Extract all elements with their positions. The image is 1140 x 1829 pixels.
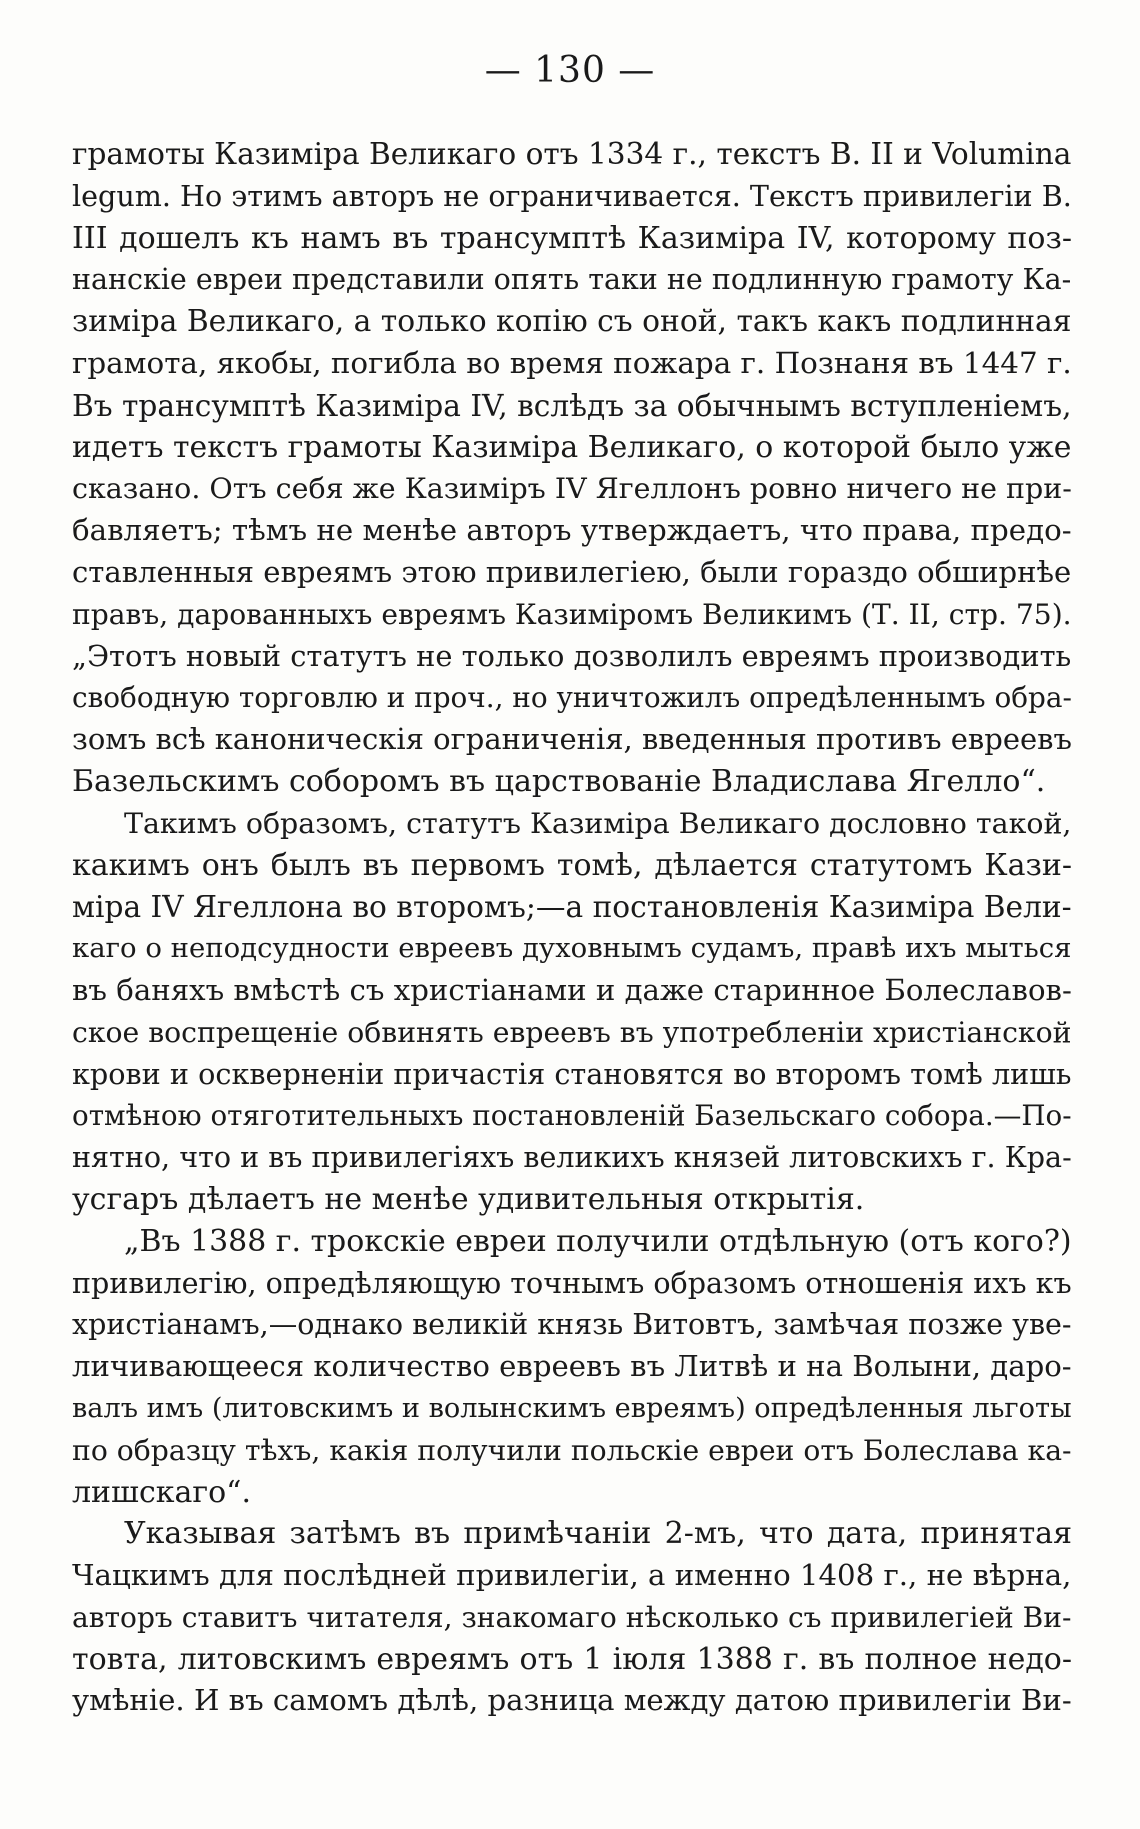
text-line: свободную торговлю и проч., но уничтожилъ опредѣленнымъ обра- xyxy=(72,681,1072,715)
text-line: Базельскимъ соборомъ въ царствованіе Владислава Ягелло“. xyxy=(72,763,1046,799)
text-line: нанскіе евреи представили опять таки не подлинную грамоту Ка- xyxy=(72,263,1072,297)
page-number: — 130 — xyxy=(484,50,656,91)
text-line: ское воспрещеніе обвинять евреевъ въ употребленіи христіанской xyxy=(72,1015,1072,1049)
text-line: личивающееся количество евреевъ въ Литвѣ и на Волыни, даро- xyxy=(72,1349,1072,1384)
text-line: авторъ ставитъ читателя, знакомаго нѣсколько съ привилегіей Ви- xyxy=(72,1600,1072,1634)
text-line: каго о неподсудности евреевъ духовнымъ судамъ, правѣ ихъ мыться xyxy=(72,932,1072,965)
text-line: Въ трансумптѣ Казиміра IV, вслѣдъ за обычнымъ вступленіемъ, xyxy=(72,387,1072,423)
text-line: Такимъ образомъ, статутъ Казиміра Великаго дословно такой, xyxy=(124,806,1072,840)
text-line: „Въ 1388 г. трокскіе евреи получили отдѣльную (отъ кого?) xyxy=(124,1223,1072,1259)
text-line: лишскаго“. xyxy=(72,1474,252,1510)
text-line: идетъ текстъ грамоты Казиміра Великаго, о которой было уже xyxy=(72,429,1072,465)
text-line: привилегію, опредѣляющую точнымъ образомъ отношенія ихъ къ xyxy=(72,1265,1072,1300)
text-line: грамота, якобы, погибла во время пожара г. Познаня въ 1447 г. xyxy=(72,345,1072,380)
text-line: III дошелъ къ намъ въ трансумптѣ Казиміра IV, которому поз- xyxy=(72,220,1072,256)
text-line: legum. Но этимъ авторъ не ограничивается. Текстъ привилегіи В. xyxy=(72,178,1072,213)
body-text xyxy=(72,134,1072,1722)
text-line: ставленныя евреямъ этою привилегіею, были гораздо обширнѣе xyxy=(72,554,1072,589)
text-line: въ баняхъ вмѣстѣ съ христіанами и даже старинное Болеславов- xyxy=(72,972,1072,1007)
text-line: бавляетъ; тѣмъ не менѣе авторъ утверждаетъ, что права, предо- xyxy=(72,513,1072,548)
text-line: крови и оскверненіи причастія становятся во второмъ томѣ лишь xyxy=(72,1056,1072,1091)
text-line: нятно, что и въ привилегіяхъ великихъ князей литовскихъ г. Кра- xyxy=(72,1140,1072,1175)
text-line: отмѣною отяготительныхъ постановленій Базельскаго собора.—По- xyxy=(72,1099,1072,1133)
text-line: Указывая затѣмъ въ примѣчаніи 2-мъ, что дата, принятая xyxy=(124,1516,1072,1552)
text-line: сказано. Отъ себя же Казиміръ IV Ягеллонъ ровно ничего не при- xyxy=(72,472,1072,506)
text-line: міра IV Ягеллона во второмъ;—а постановленія Казиміра Вели- xyxy=(72,889,1072,925)
text-line: правъ, дарованныхъ евреямъ Казиміромъ Великимъ (Т. II, стр. 75). xyxy=(72,597,1072,631)
text-line: христіанамъ,—однако великій князь Витовтъ, замѣчая позже уве- xyxy=(72,1308,1072,1342)
text-line: усгаръ дѣлаетъ не менѣе удивительныя открытія. xyxy=(72,1181,865,1217)
text-line: „Этотъ новый статутъ не только дозволилъ евреямъ производить xyxy=(72,638,1072,673)
text-line: умѣніе. И въ самомъ дѣлѣ, разница между датою привилегіи Ви- xyxy=(72,1683,1072,1718)
text-line: товта, литовскимъ евреямъ отъ 1 іюля 1388 г. въ полное недо- xyxy=(72,1641,1072,1677)
text-line: по образцу тѣхъ, какія получили польскіе евреи отъ Болеслава ка- xyxy=(72,1433,1072,1467)
text-line: зомъ всѣ каноническія ограниченія, введенныя противъ евреевъ xyxy=(72,722,1072,757)
text-line: какимъ онъ былъ въ первомъ томѣ, дѣлается статутомъ Кази- xyxy=(72,847,1072,883)
text-line: зиміра Великаго, а только копію съ оной, такъ какъ подлинная xyxy=(72,304,1072,340)
text-line: Чацкимъ для послѣдней привилегіи, а именно 1408 г., не вѣрна, xyxy=(72,1558,1072,1593)
text-line: грамоты Казиміра Великаго отъ 1334 г., текстъ В. II и Volumina xyxy=(72,137,1072,171)
text-line: валъ имъ (литовскимъ и волынскимъ евреямъ) опредѣленныя льготы xyxy=(72,1392,1072,1424)
